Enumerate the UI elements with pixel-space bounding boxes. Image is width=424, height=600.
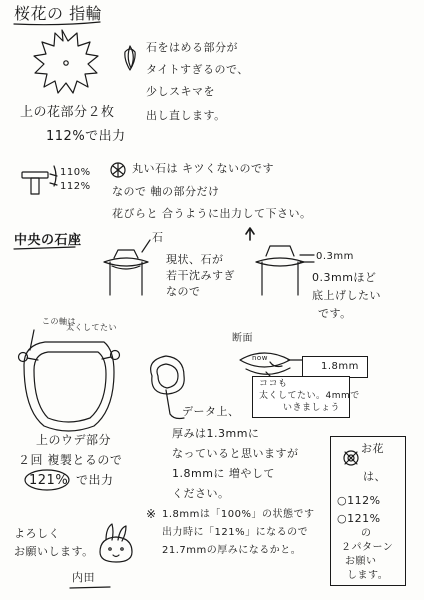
ring-band-drawing <box>19 330 120 431</box>
raise-note-line1: 0.3mmほど <box>312 271 377 284</box>
axis-note-line2: 太くしてたい <box>66 323 117 332</box>
axle-note-line1: 丸い石は キツくないのです <box>132 162 274 175</box>
footnote-mark: ※ <box>146 507 157 521</box>
current-state-line1: 現状、石が <box>166 253 224 266</box>
section-note-line1: ココも <box>259 379 288 389</box>
signature-underline <box>70 587 110 588</box>
section-now-label: now <box>252 354 268 362</box>
ring-side-drawing <box>151 356 185 419</box>
section-label: 断面 <box>232 333 253 344</box>
raise-note-line3: です。 <box>318 307 352 320</box>
stone-label: 石 <box>152 231 164 244</box>
data-note-line4: 1.8mmに 増やして <box>172 467 275 480</box>
current-state-line2: 若干沈みすぎ <box>166 269 235 282</box>
ring-scale: 121% <box>29 473 69 488</box>
flower-options-box <box>330 436 406 586</box>
stone-note-line2: タイトすぎるので、 <box>146 63 249 76</box>
data-note-line1: データ上、 <box>182 405 240 418</box>
page-title: 桜花の 指輪 <box>14 4 103 23</box>
signature: 内田 <box>72 571 95 584</box>
closing-line2: お願いします。 <box>14 545 94 558</box>
axle-note-line2: なので 軸の部分だけ <box>112 185 220 198</box>
sakura-flower-drawing <box>34 30 98 93</box>
flower-center <box>64 61 68 65</box>
flower-box-ha: は、 <box>363 470 386 483</box>
footnote-line2: 出力時に「121%」になるので <box>162 527 309 538</box>
flower-scale: 112%で出力 <box>46 129 126 144</box>
axle-drawing <box>22 166 57 194</box>
stone-note-line4: 出し直します。 <box>146 109 226 122</box>
footnote-line3: 21.7mmの厚みになるかと。 <box>162 545 302 556</box>
ring-caption: 上のウデ部分 <box>36 433 112 447</box>
flower-box-line3: します。 <box>347 570 389 581</box>
flower-box-line2: お願い <box>345 556 377 567</box>
section-note-line2: 太くしてたい。4mmで <box>259 391 360 401</box>
section-note-box <box>252 376 360 418</box>
data-note-line2: 厚みは1.3mmに <box>172 427 260 440</box>
stone-seat-current-drawing <box>104 240 150 295</box>
round-stone-drawing <box>111 163 125 177</box>
closing-line1: よろしく <box>14 527 60 540</box>
bunny-drawing <box>100 524 132 562</box>
flower-box-title: お花 <box>361 442 384 455</box>
axis-note-line1: この軸は <box>42 317 76 326</box>
axle-scale-112: 112% <box>60 181 91 192</box>
axle-note-line3: 花びらと 合うように出力して下さい。 <box>112 207 312 220</box>
flower-caption: 上の花部分２枚 <box>20 105 115 120</box>
data-note-line5: ください。 <box>172 487 230 500</box>
stone-seat-raised-drawing <box>246 228 314 295</box>
axle-scale-110: 110% <box>60 167 91 178</box>
ring-copies: ２回 複製とるので <box>18 453 123 467</box>
thickness-box <box>302 356 368 378</box>
thickness-value: 1.8mm <box>321 361 359 372</box>
stone-note-line3: 少しスキマを <box>146 85 215 98</box>
data-note-line3: なっていると思いますが <box>172 447 299 460</box>
flower-box-no: の <box>361 528 372 539</box>
flower-option-121: ○121% <box>337 512 381 525</box>
current-state-line3: なので <box>166 285 201 298</box>
center-seat-heading: 中央の石座 <box>14 233 82 248</box>
flower-box-line1: ２パターン <box>341 542 394 553</box>
ring-scale-suffix: で出力 <box>76 473 114 487</box>
section-note-line3: いきましょう <box>283 403 341 413</box>
stone-note-line1: 石をはめる部分が <box>146 41 238 54</box>
footnote-line1: 1.8mmは「100%」の状態です <box>162 509 315 520</box>
raise-dimension: 0.3mm <box>316 251 354 262</box>
raise-note-line2: 底上げしたい <box>312 289 381 302</box>
flower-option-112: ○112% <box>337 494 381 507</box>
